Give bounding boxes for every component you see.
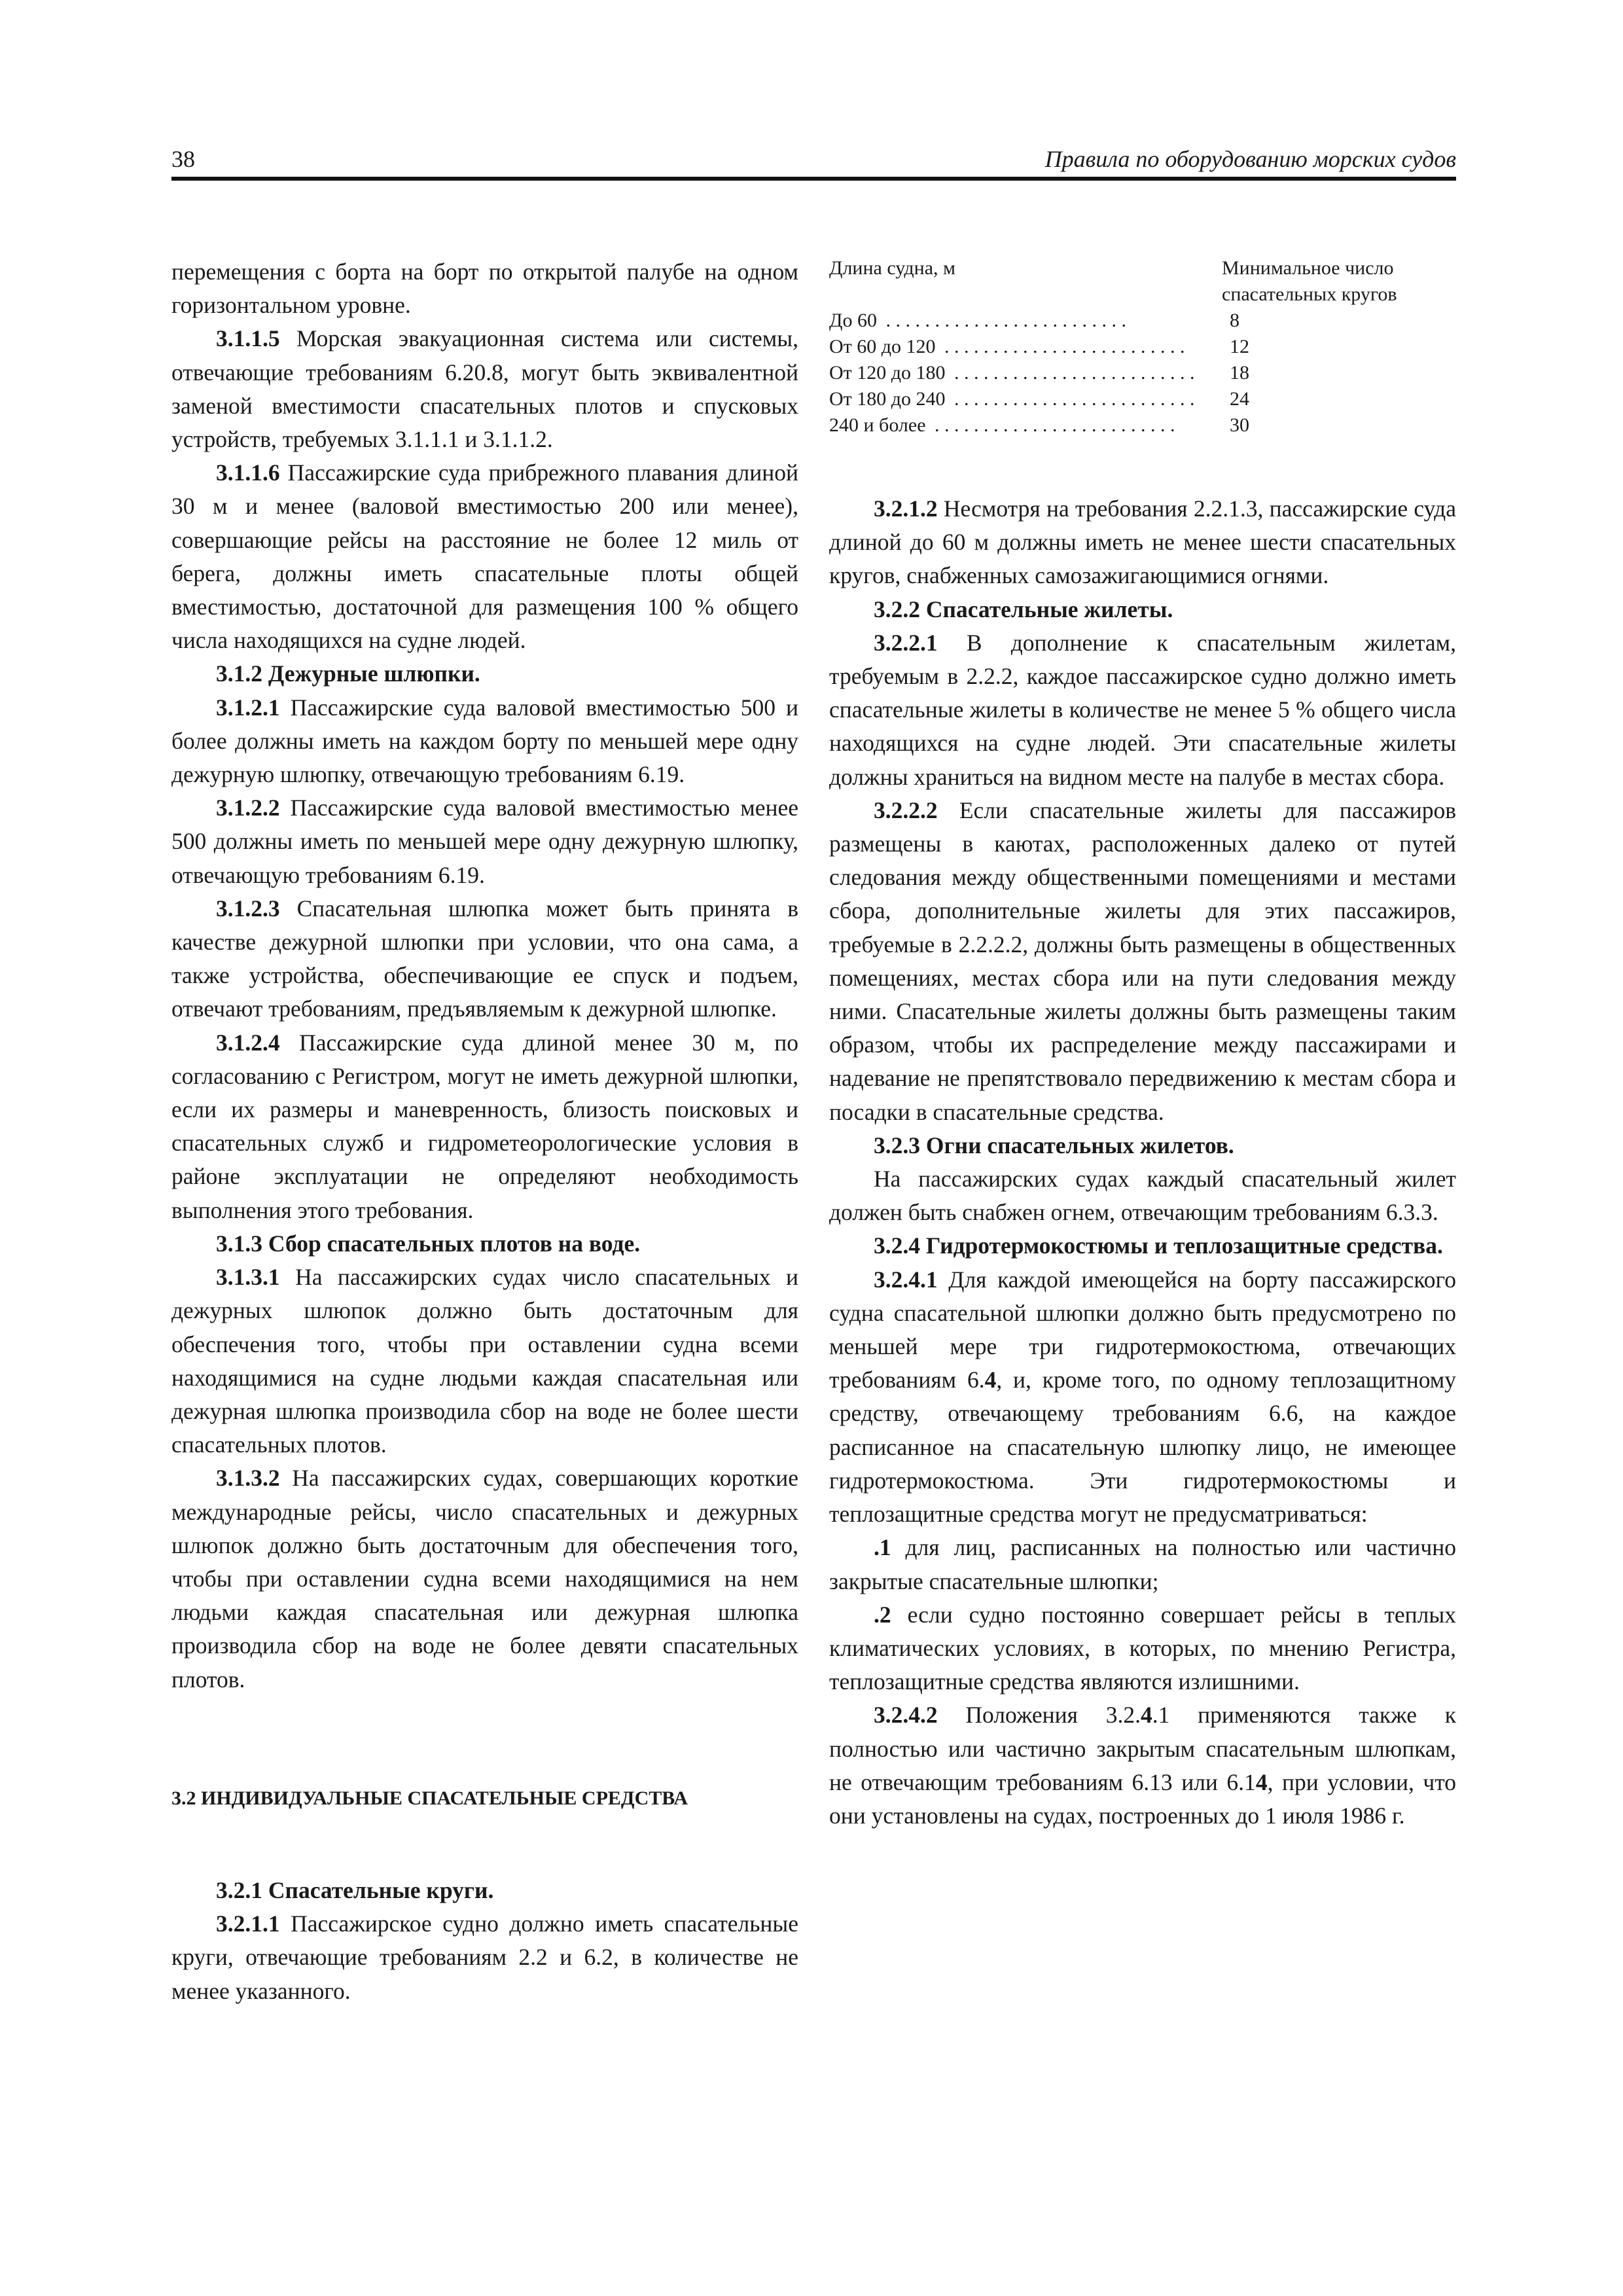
right-column <box>829 255 1456 1833</box>
table-header: Минимальное число спасательных кругов <box>1222 257 1397 305</box>
heading-3-2-2: 3.2.2 Спасательные жилеты. <box>874 596 1173 622</box>
table-cell: 12 <box>1230 336 1249 357</box>
table-row: От 180 до 240 . . . . . . . . . . . . . . . . . . . . . . . . . 24 <box>829 386 1438 412</box>
paragraph-3-1-1-5 <box>171 322 798 456</box>
clause-number: 3.2.1.2 <box>874 495 938 522</box>
clause-number: 3.1.2.1 <box>216 694 280 721</box>
paragraph-3-1-1-6 <box>171 456 798 657</box>
lifebuoy-table <box>829 255 1438 439</box>
paragraph-3-2-4-1: 3.2.4.1 Для каждой имеющейся на борту пассажирского судна спасательной шлюпки должно быть предусмотрено по меньшей мере три гидротермокостюма, отвечающих требованиям 6.4, и, кроме того, по одному теплозащитному средству, отвечающему требованиям 6.6, на каждое расписанное на спасательную шлюпку лицо, не имеющее гидротермокостюма. Эти гидротермокостюмы и теплозащитные средства могут не предусматриваться: <box>829 1266 1456 1528</box>
clause-text: На пассажирских судах число спасательных и дежурных шлюпок должно быть достаточным для обеспечения того, чтобы при оставлении судна всеми находящимися на судне людьми каждая спасательная или дежурная шлюпка производила сбор на воде не более шести спасательных плотов. <box>171 1264 798 1458</box>
clause-number: 3.2.2.2 <box>874 797 938 823</box>
table-row: От 60 до 120 . . . . . . . . . . . . . . . . . . . . . . . . . 12 <box>829 334 1438 360</box>
paragraph-3-1-2-1 <box>171 691 798 792</box>
table-header-row <box>829 255 1438 308</box>
paragraph: перемещения с борта на борт по открытой палубе на одном горизонтальном уровне. <box>171 259 798 319</box>
clause-number: 3.2.2.1 <box>874 629 938 656</box>
paragraph-3-2-3: На пассажирских судах каждый спасательный жилет должен быть снабжен огнем, отвечающим требованиям 6.3.3. <box>829 1166 1456 1226</box>
table-header: Длина судна, м <box>829 257 956 279</box>
table-cell: От 60 до 120 <box>829 336 940 357</box>
page-header <box>171 145 1456 178</box>
paragraph-3-2-2-1 <box>829 626 1456 794</box>
table-cell: От 120 до 180 <box>829 362 950 384</box>
paragraph-3-1-3-1 <box>171 1261 798 1462</box>
clause-text: На пассажирских судах, совершающих короткие международные рейсы, число спасательных и дежурных шлюпок должно быть достаточным для обеспечения того, чтобы при оставлении судна всеми находящимися на нем людьми каждая спасательная или дежурная шлюпка производила сбор на воде не более девяти спасательных плотов. <box>171 1465 798 1693</box>
heading-3-2-3: 3.2.3 Огни спасательных жилетов. <box>874 1132 1234 1158</box>
table-row: От 120 до 180 . . . . . . . . . . . . . . . . . . . . . . . . . 18 <box>829 360 1438 386</box>
clause-number: 3.1.3.1 <box>216 1264 280 1291</box>
clause-text: Морская эвакуационная система или системы, отвечающие требованиям 6.20.8, могут быть эквивалентной заменой вместимости спасательных плотов и спусковых устройств, требуемых 3.1.1.1 и 3.1.1.2. <box>171 325 798 453</box>
clause-text: Пассажирское судно должно иметь спасательные круги, отвечающие требованиям 2.2 и 6.2, в количестве не менее указанного. <box>171 1910 798 2004</box>
paragraph-3-2-4-2: 3.2.4.2 Положения 3.2.4.1 применяются также к полностью или частично закрытым спасательным шлюпкам, не отвечающим требованиям 6.13 или 6.14, при условии, что они установлены на судах, построенных до 1 июля 1986 г. <box>829 1702 1456 1829</box>
table-cell: До 60 <box>829 310 881 331</box>
table-row: 240 и более . . . . . . . . . . . . . . . . . . . . . . . . . 30 <box>829 412 1438 439</box>
clause-number: 3.2.1.1 <box>216 1910 280 1937</box>
heading-3-1-2: 3.1.2 Дежурные шлюпки. <box>216 660 480 687</box>
table-cell: 18 <box>1230 362 1249 384</box>
table-cell: 30 <box>1230 414 1249 436</box>
clause-number: 3.1.3.2 <box>216 1465 280 1492</box>
table-cell: 8 <box>1230 310 1240 331</box>
heading-3-2-4: 3.2.4 Гидротермокостюмы и теплозащитные средства. <box>874 1232 1443 1259</box>
paragraph-3-1-2-2 <box>171 791 798 892</box>
table-cell: 240 и более <box>829 414 930 436</box>
list-item-2: .2 если судно постоянно совершает рейсы в теплых климатических условиях, в которых, по мнению Регистра, теплозащитные средства являются излишними. <box>829 1601 1456 1695</box>
clause-number: 3.1.1.6 <box>216 459 280 486</box>
paragraph-3-2-1-1 <box>171 1907 798 2008</box>
clause-number: 3.1.2.2 <box>216 795 280 821</box>
running-title: Правила по оборудованию морских судов <box>1044 146 1456 172</box>
page-number: 38 <box>171 146 195 172</box>
section-title-3-2: 3.2 ИНДИВИДУАЛЬНЫЕ СПАСАТЕЛЬНЫЕ СРЕДСТВА <box>171 1787 688 1809</box>
paragraph-3-2-2-2 <box>829 794 1456 1129</box>
clause-text: Спасательная шлюпка может быть принята в качестве дежурной шлюпки при условии, что она сама, а также устройства, обеспечивающие ее спуск и подъем, отвечают требованиям, предъявляемым к дежурной шлюпке. <box>171 895 798 1022</box>
heading-3-1-3: 3.1.3 Сбор спасательных плотов на воде. <box>216 1230 641 1257</box>
clause-text: Пассажирские суда прибрежного плавания длиной 30 м и менее (валовой вместимостью 200 или менее), совершающие рейсы на расстояние не более 12 миль от берега, должны иметь спасательные плоты общей вместимостью, достаточной для размещения 100 % общего числа находящихся на судне людей. <box>171 459 798 654</box>
paragraph-3-1-2-4 <box>171 1026 798 1227</box>
header-rule <box>171 177 1456 181</box>
paragraph-3-1-2-3 <box>171 892 798 1026</box>
clause-text: Пассажирские суда валовой вместимостью менее 500 должны иметь по меньшей мере одну дежурную шлюпку, отвечающую требованиям 6.19. <box>171 795 798 888</box>
clause-text: Если спасательные жилеты для пассажиров размещены в каютах, расположенных далеко от путей следования между общественными помещениями и местами сбора, дополнительные жилеты для этих пассажиров, требуемые в 2.2.2.2, должны быть размещены в общественных помещениях, местах сбора или на пути следования между ними. Спасательные жилеты должны быть размещены таким образом, чтобы их распределение между пассажирами и надевание не препятствовало передвижению к местам сбора и посадки в спасательные средства. <box>829 797 1456 1125</box>
table-row: До 60 . . . . . . . . . . . . . . . . . . . . . . . . . 8 <box>829 308 1438 334</box>
paragraph-3-1-3-2 <box>171 1462 798 1696</box>
clause-number: 3.1.2.4 <box>216 1029 280 1056</box>
clause-text: Несмотря на требования 2.2.1.3, пассажирские суда длиной до 60 м должны иметь не менее шести спасательных кругов, снабженных самозажигающимися огнями. <box>829 495 1456 589</box>
table-cell: От 180 до 240 <box>829 388 950 410</box>
clause-text: В дополнение к спасательным жилетам, требуемым в 2.2.2, каждое пассажирское судно должно иметь спасательные жилеты в количестве не менее 5 % общего числа находящихся на судне людей. Эти спасательные жилеты должны храниться на видном месте на палубе в местах сбора. <box>829 629 1456 790</box>
heading-3-2-1: 3.2.1 Спасательные круги. <box>216 1876 494 1903</box>
clause-number: 3.1.1.5 <box>216 325 280 352</box>
clause-text: Пассажирские суда валовой вместимостью 500 и более должны иметь на каждом борту по меньшей мере одну дежурную шлюпку, отвечающую требованиям 6.19. <box>171 694 798 788</box>
clause-text: Пассажирские суда длиной менее 30 м, по согласованию с Регистром, могут не иметь дежурной шлюпки, если их размеры и маневренность, близость поисковых и спасательных служб и гидрометеорологические условия в районе эксплуатации не определяют необходимость выполнения этого требования. <box>171 1029 798 1223</box>
clause-number: 3.2.4.2 <box>874 1702 938 1729</box>
paragraph-3-2-1-2 <box>829 492 1456 593</box>
clause-number: 3.1.2.3 <box>216 895 280 922</box>
clause-number: 3.2.4.1 <box>874 1266 938 1293</box>
list-item-1: .1 для лиц, расписанных на полностью или частично закрытые спасательные шлюпки; <box>829 1534 1456 1594</box>
table-cell: 24 <box>1230 388 1249 410</box>
left-column <box>171 255 798 2008</box>
